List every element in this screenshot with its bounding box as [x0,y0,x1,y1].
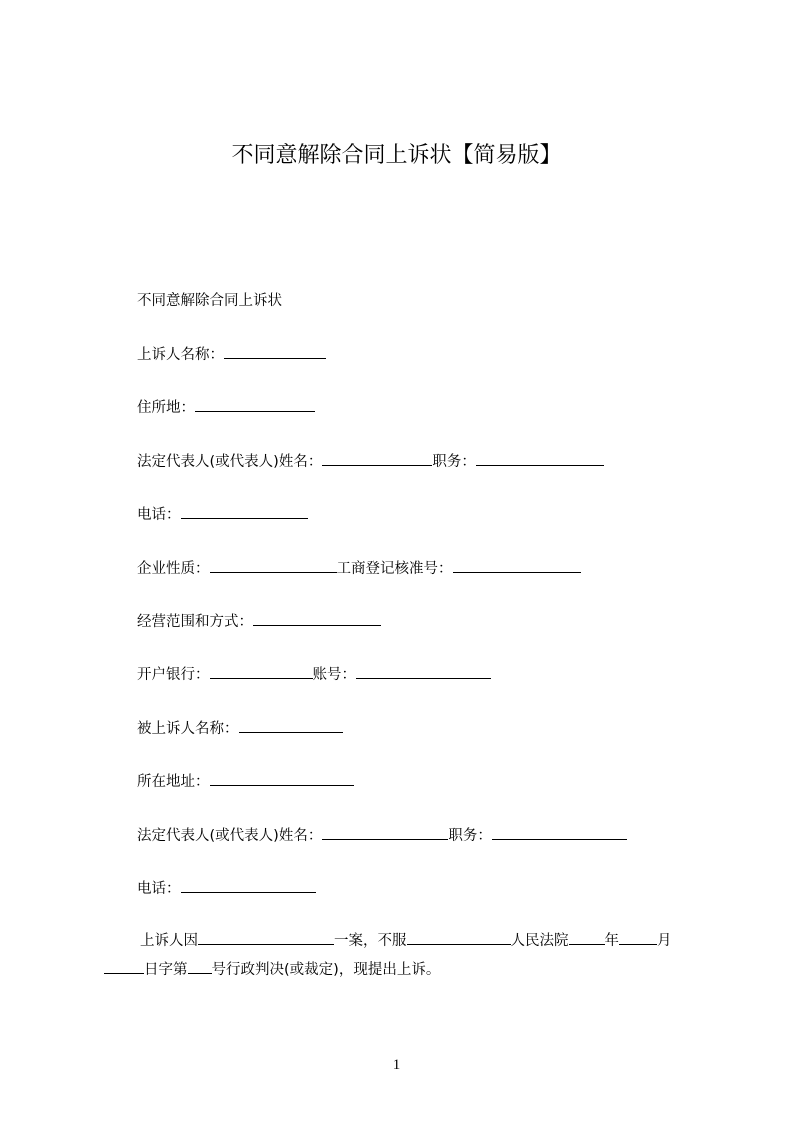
page-number: 1 [392,1057,401,1073]
appeal-statement [104,927,704,985]
appellant-phone-blank[interactable] [181,503,308,519]
appellant-phone-label: 电话： [137,507,181,523]
appellant-name-label: 上诉人名称： [137,347,224,363]
appellant-address-label: 住所地： [137,400,195,416]
appellant-bank-row [137,663,491,686]
appellee-address-label: 所在地址： [137,774,210,790]
statement-part7: 号行政判决(或裁定)，现提出上诉。 [211,962,441,978]
appellant-rep-label: 法定代表人(或代表人)姓名： [137,454,323,470]
appellee-address-blank[interactable] [210,770,354,786]
appellant-bank-blank[interactable] [210,663,313,679]
appellee-duty-blank[interactable] [492,824,627,840]
appellant-phone-row [137,503,308,526]
appellee-rep-label: 法定代表人(或代表人)姓名： [137,828,323,844]
appellant-rep-row [137,450,604,473]
month-blank[interactable] [619,929,657,945]
appellant-bank-label: 开户银行： [137,667,210,683]
appellant-duty-blank[interactable] [476,450,604,466]
number-blank[interactable] [188,958,212,974]
appellant-address-blank[interactable] [195,396,315,412]
appellant-reg-blank[interactable] [453,557,581,573]
appellee-phone-row [137,877,316,900]
appellant-name-blank[interactable] [224,343,326,359]
appellant-rep-blank[interactable] [322,450,432,466]
appellant-account-label: 账号： [312,667,356,683]
appellant-nature-label: 企业性质： [137,561,210,577]
appellee-duty-label: 职务： [448,828,492,844]
appellant-scope-row [137,610,381,633]
appellant-nature-blank[interactable] [210,557,337,573]
appellee-rep-blank[interactable] [322,824,448,840]
appellee-phone-blank[interactable] [181,877,316,893]
statement-part1: 上诉人因 [140,933,198,949]
appellee-name-label: 被上诉人名称： [137,721,239,737]
appellee-name-row [137,717,343,740]
appellant-name-row [137,343,326,366]
statement-part5: 月 [657,933,672,949]
day-blank[interactable] [104,958,144,974]
document-title: 不同意解除合同上诉状【简易版】 [231,143,562,168]
court-blank[interactable] [407,929,511,945]
appellee-phone-label: 电话： [137,881,181,897]
appellant-scope-label: 经营范围和方式： [137,614,253,630]
appellant-duty-label: 职务： [432,454,476,470]
statement-part2: 一案，不服 [334,933,407,949]
statement-part6: 日字第 [144,962,188,978]
section-heading: 不同意解除合同上诉状 [137,293,282,309]
year-blank[interactable] [569,929,605,945]
appellee-address-row [137,770,354,793]
appellant-reg-label: 工商登记核准号： [336,561,453,577]
statement-part4: 年 [604,933,619,949]
statement-part3: 人民法院 [510,933,569,949]
appellant-nature-row [137,557,581,580]
appellee-name-blank[interactable] [239,717,343,733]
appellant-account-blank[interactable] [356,663,491,679]
appellant-address-row [137,396,315,419]
appellant-scope-blank[interactable] [253,610,381,626]
appellee-rep-row [137,824,627,847]
case-blank[interactable] [198,929,334,945]
